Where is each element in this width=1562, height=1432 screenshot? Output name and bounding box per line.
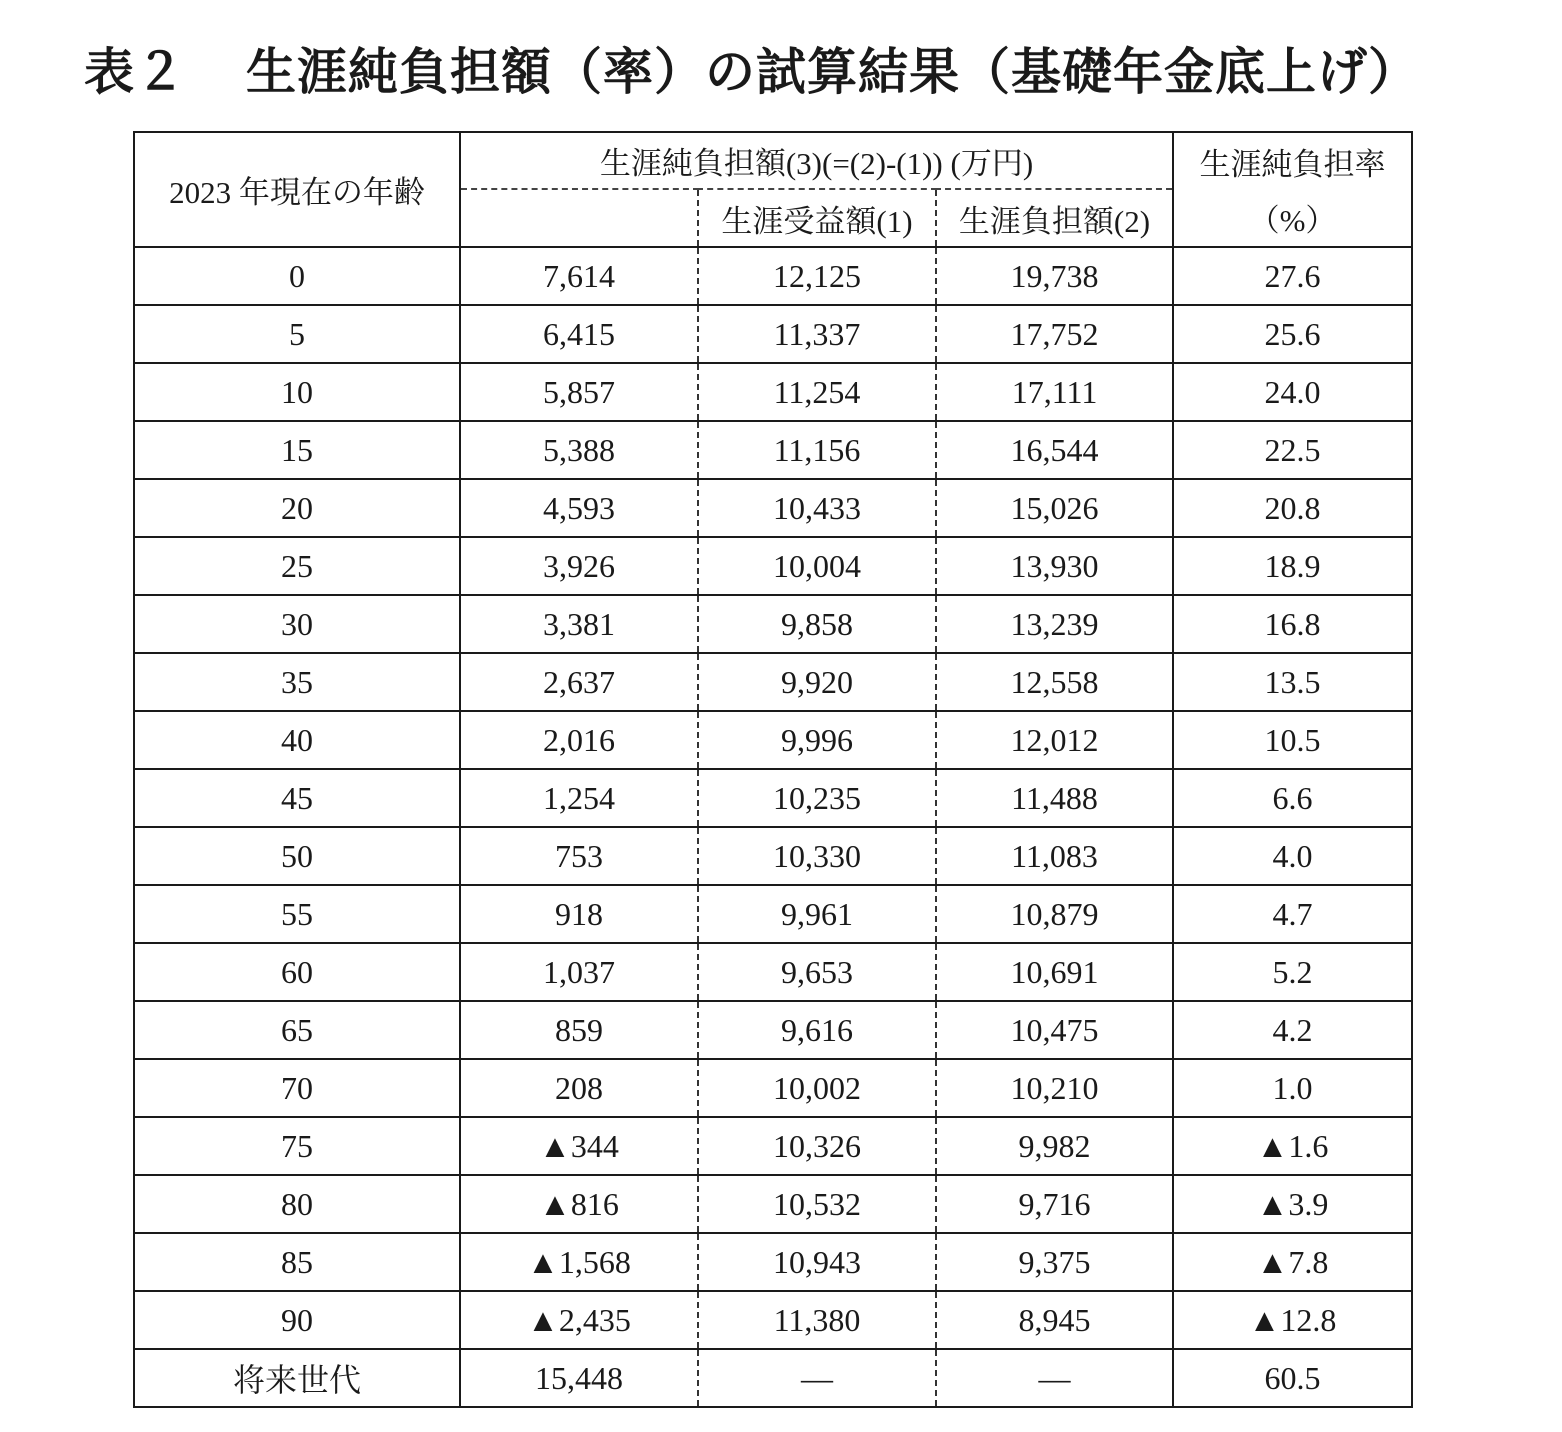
- cell-benefit: 11,156: [698, 421, 936, 479]
- cell-burden: 15,026: [936, 479, 1173, 537]
- cell-net-burden: ▲1,568: [460, 1233, 698, 1291]
- cell-burden: 13,239: [936, 595, 1173, 653]
- cell-net-burden: ▲816: [460, 1175, 698, 1233]
- cell-benefit: 9,653: [698, 943, 936, 1001]
- cell-burden: 8,945: [936, 1291, 1173, 1349]
- cell-net-burden: 1,037: [460, 943, 698, 1001]
- cell-net-burden: 2,637: [460, 653, 698, 711]
- cell-burden: 10,475: [936, 1001, 1173, 1059]
- table-row: [134, 1175, 1412, 1233]
- table-body: [134, 247, 1412, 1407]
- cell-net-burden: ▲344: [460, 1117, 698, 1175]
- cell-age: 65: [134, 1001, 460, 1059]
- cell-burden: 9,375: [936, 1233, 1173, 1291]
- cell-burden: 12,558: [936, 653, 1173, 711]
- cell-benefit: 9,961: [698, 885, 936, 943]
- cell-rate: ▲3.9: [1173, 1175, 1412, 1233]
- cell-net-burden: 5,857: [460, 363, 698, 421]
- cell-net-burden: 7,614: [460, 247, 698, 305]
- cell-burden: 13,930: [936, 537, 1173, 595]
- cell-burden: 9,982: [936, 1117, 1173, 1175]
- page-title: [84, 30, 1419, 114]
- cell-net-burden: 6,415: [460, 305, 698, 363]
- table-row: [134, 537, 1412, 595]
- cell-rate: 16.8: [1173, 595, 1412, 653]
- cell-net-burden: 4,593: [460, 479, 698, 537]
- cell-age: 0: [134, 247, 460, 305]
- cell-age: 40: [134, 711, 460, 769]
- cell-benefit: ―: [698, 1349, 936, 1407]
- cell-age: 55: [134, 885, 460, 943]
- cell-net-burden: 3,926: [460, 537, 698, 595]
- cell-benefit: 10,002: [698, 1059, 936, 1117]
- cell-age: 50: [134, 827, 460, 885]
- table-row: [134, 1059, 1412, 1117]
- table-row: [134, 1117, 1412, 1175]
- cell-net-burden: 859: [460, 1001, 698, 1059]
- cell-rate: 4.7: [1173, 885, 1412, 943]
- table-row: [134, 363, 1412, 421]
- table-row: [134, 1233, 1412, 1291]
- cell-burden: 10,210: [936, 1059, 1173, 1117]
- cell-benefit: 9,996: [698, 711, 936, 769]
- cell-benefit: 10,433: [698, 479, 936, 537]
- cell-age: 25: [134, 537, 460, 595]
- table-row: [134, 479, 1412, 537]
- cell-age: 35: [134, 653, 460, 711]
- cell-age: 15: [134, 421, 460, 479]
- cell-age: 80: [134, 1175, 460, 1233]
- table-row: [134, 247, 1412, 305]
- cell-burden: 17,111: [936, 363, 1173, 421]
- cell-age: 70: [134, 1059, 460, 1117]
- cell-burden: 12,012: [936, 711, 1173, 769]
- cell-age: 60: [134, 943, 460, 1001]
- cell-rate: 60.5: [1173, 1349, 1412, 1407]
- cell-age: 90: [134, 1291, 460, 1349]
- cell-net-burden: 15,448: [460, 1349, 698, 1407]
- table-row: [134, 1001, 1412, 1059]
- header-rate-line1: 生涯純負担率: [1199, 146, 1386, 182]
- cell-benefit: 11,337: [698, 305, 936, 363]
- cell-net-burden: ▲2,435: [460, 1291, 698, 1349]
- cell-rate: 25.6: [1173, 305, 1412, 363]
- cell-rate: 20.8: [1173, 479, 1412, 537]
- cell-age: 5: [134, 305, 460, 363]
- cell-benefit: 9,858: [698, 595, 936, 653]
- cell-burden: 16,544: [936, 421, 1173, 479]
- header-burden: 生涯負担額(2): [936, 189, 1173, 247]
- table-row: [134, 943, 1412, 1001]
- table-title-text: 生涯純負担額（率）の試算結果（基礎年金底上げ）: [246, 43, 1419, 101]
- cell-burden: 17,752: [936, 305, 1173, 363]
- table-row: [134, 827, 1412, 885]
- net-burden-table: [133, 131, 1413, 1408]
- cell-benefit: 11,380: [698, 1291, 936, 1349]
- cell-rate: ▲1.6: [1173, 1117, 1412, 1175]
- header-rate-line2: （%）: [1248, 203, 1337, 238]
- cell-benefit: 10,532: [698, 1175, 936, 1233]
- cell-age: 将来世代: [134, 1349, 460, 1407]
- cell-rate: ▲7.8: [1173, 1233, 1412, 1291]
- cell-age: 45: [134, 769, 460, 827]
- table-row: [134, 769, 1412, 827]
- table-row: [134, 421, 1412, 479]
- cell-net-burden: 5,388: [460, 421, 698, 479]
- header-net-burden: 生涯純負担額(3)(=(2)-(1)) (万円): [460, 132, 1173, 189]
- table-row: [134, 885, 1412, 943]
- table-row: [134, 305, 1412, 363]
- table-row: [134, 1291, 1412, 1349]
- cell-net-burden: 918: [460, 885, 698, 943]
- cell-net-burden: 1,254: [460, 769, 698, 827]
- cell-burden: 10,879: [936, 885, 1173, 943]
- cell-benefit: 10,943: [698, 1233, 936, 1291]
- cell-rate: 4.0: [1173, 827, 1412, 885]
- cell-benefit: 10,326: [698, 1117, 936, 1175]
- cell-net-burden: 3,381: [460, 595, 698, 653]
- cell-burden: 11,488: [936, 769, 1173, 827]
- cell-burden: 19,738: [936, 247, 1173, 305]
- cell-burden: ―: [936, 1349, 1173, 1407]
- header-age: 2023 年現在の年齢: [134, 132, 460, 247]
- cell-rate: 18.9: [1173, 537, 1412, 595]
- cell-burden: 9,716: [936, 1175, 1173, 1233]
- cell-age: 30: [134, 595, 460, 653]
- cell-burden: 11,083: [936, 827, 1173, 885]
- table-number: 表２: [84, 43, 186, 101]
- header-benefit: 生涯受益額(1): [698, 189, 936, 247]
- cell-rate: 22.5: [1173, 421, 1412, 479]
- cell-rate: 10.5: [1173, 711, 1412, 769]
- cell-rate: 24.0: [1173, 363, 1412, 421]
- cell-net-burden: 2,016: [460, 711, 698, 769]
- cell-rate: 13.5: [1173, 653, 1412, 711]
- cell-benefit: 9,920: [698, 653, 936, 711]
- table-row: [134, 1349, 1412, 1407]
- header-net-blank: [460, 189, 698, 247]
- cell-benefit: 11,254: [698, 363, 936, 421]
- table-row: [134, 711, 1412, 769]
- cell-benefit: 9,616: [698, 1001, 936, 1059]
- cell-benefit: 10,330: [698, 827, 936, 885]
- cell-age: 85: [134, 1233, 460, 1291]
- cell-rate: ▲12.8: [1173, 1291, 1412, 1349]
- cell-burden: 10,691: [936, 943, 1173, 1001]
- cell-age: 10: [134, 363, 460, 421]
- table-row: [134, 653, 1412, 711]
- cell-rate: 1.0: [1173, 1059, 1412, 1117]
- cell-rate: 6.6: [1173, 769, 1412, 827]
- cell-rate: 5.2: [1173, 943, 1412, 1001]
- cell-rate: 27.6: [1173, 247, 1412, 305]
- table-row: [134, 595, 1412, 653]
- cell-benefit: 10,235: [698, 769, 936, 827]
- cell-benefit: 10,004: [698, 537, 936, 595]
- cell-net-burden: 753: [460, 827, 698, 885]
- cell-net-burden: 208: [460, 1059, 698, 1117]
- cell-rate: 4.2: [1173, 1001, 1412, 1059]
- cell-age: 20: [134, 479, 460, 537]
- cell-benefit: 12,125: [698, 247, 936, 305]
- cell-age: 75: [134, 1117, 460, 1175]
